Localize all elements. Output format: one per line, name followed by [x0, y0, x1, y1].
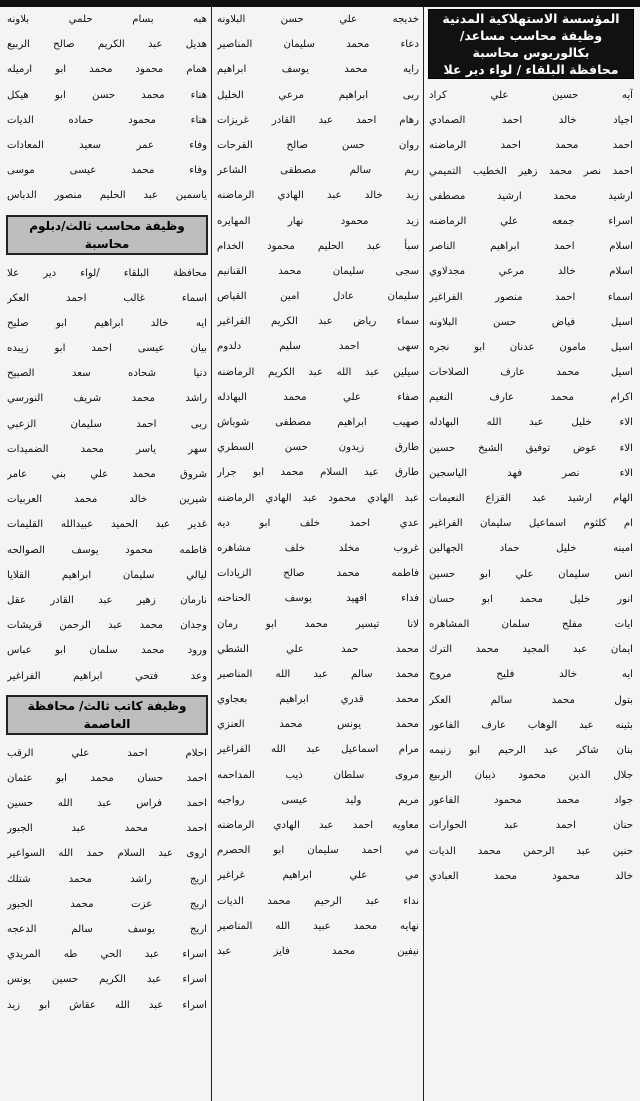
header-line: محاسبة [84, 236, 130, 251]
name-entry: سجى سليمان محمد القنانيم [217, 265, 419, 277]
name-entry: جلال الدين محمود ذيبان الربيع [429, 770, 633, 782]
name-entry: محمد يونس محمد العنزي [217, 719, 419, 731]
name-entry: ربى احمد سليمان الزعبي [7, 418, 207, 430]
name-entry: ريم سالم مصطفى الشاعر [217, 165, 419, 177]
name-entry: محمد حمد علي الشطي [217, 643, 419, 655]
name-entry: اسماء غالب احمد العكر [7, 292, 207, 304]
name-entry: ايه خالد فليح مروج [429, 669, 633, 681]
name-entry: ايمان عبد المجيد محمد الترك [429, 644, 633, 656]
name-entry: اسلام احمد ابراهيم الناصر [429, 241, 633, 253]
name-entry: رهام احمد عبد القادر غريزات [217, 114, 419, 126]
name-entry: وفاء عمر سعيد المعادات [7, 139, 207, 151]
name-entry: ورود محمد سلمان ابو عباس [7, 645, 207, 657]
name-entry: اجياد خالد احمد الصمادي [429, 115, 633, 127]
name-entry: نيفين محمد فايز عبد [217, 945, 419, 957]
name-entry: انس سليمان علي ابو حسين [429, 568, 633, 580]
name-entry: احمد محمد عبد الجبور [7, 823, 207, 835]
name-entry: همام محمود محمد ابو ارميله [7, 64, 207, 76]
name-entry: انور خليل محمد ابو حسان [429, 593, 633, 605]
header-line: العاصمة [83, 716, 131, 731]
name-entry: بتول محمد سالم العكر [429, 694, 633, 706]
name-entry: اسراء عبد الله عقاش ابو زيد [7, 999, 207, 1011]
name-entry: محافظة البلقاء /لواء دير علا [7, 267, 207, 279]
name-entry: آيه حسين علي كراد [429, 90, 633, 101]
name-entry: الاء نصر فهد الياسجين [429, 467, 633, 479]
name-entry: حنين عبد الرحمن محمد الديات [429, 845, 633, 857]
name-entry: وجدان محمد عبد الرحمن قريشات [7, 620, 207, 632]
name-entry: خالد محمود محمد العبادي [429, 870, 633, 882]
name-list [4, 7, 210, 209]
name-entry: ربى ابراهيم مرعي الخليل [217, 89, 419, 101]
name-entry: احمد حسان محمد ابو عثمان [7, 772, 207, 784]
name-entry: روان حسن صالح الفرحات [217, 139, 419, 151]
name-entry: فداء افهيد يوسف الحناحنه [217, 593, 419, 605]
header-line: بكالوريوس محاسبة [472, 45, 590, 60]
name-entry: راشد محمد شريف النورسي [7, 393, 207, 405]
name-entry: اريج يوسف سالم الدعجه [7, 924, 207, 935]
name-entry: طارق زيدون حسن السطري [217, 442, 419, 454]
section-header-third-clerk [6, 695, 208, 735]
name-entry: وفاء محمد عيسى موسى [7, 165, 207, 177]
name-entry: سهر ياسر محمد الضميدات [7, 443, 207, 455]
column-3 [4, 7, 210, 1101]
name-entry: اسراء جمعه علي الرماضنه [429, 215, 633, 227]
name-entry: فاطمه محمد صالح الزيادات [217, 568, 419, 580]
name-entry: جواد محمد محمود الفاعور [429, 795, 633, 807]
name-list [214, 7, 422, 964]
name-entry: هناء محمود حماده الديات [7, 114, 207, 126]
name-entry: شروق محمد علي بني عامر [7, 469, 207, 480]
name-entry: سماء رياض عبد الكريم الفراغير [217, 316, 419, 328]
name-entry: سليمان عادل امين القياص [217, 291, 419, 303]
name-entry: زيد خالد عبد الهادي الرماضنه [217, 190, 419, 202]
name-entry: سيلين عبد الله عبد الكريم الرماضنه [217, 366, 419, 378]
name-entry: عبد الهادي محمود عبد الهادي الرماضنه [217, 492, 419, 504]
name-entry: غروب مخلد خلف مشاهره [217, 542, 419, 554]
name-list [4, 261, 210, 689]
name-entry: ليالي سليمان ابراهيم القلايا [7, 569, 207, 581]
name-entry: اسيل محمد عارف الصلاحات [429, 367, 633, 379]
name-entry: حنان احمد عبد الحوارات [429, 820, 633, 832]
name-entry: صهيب ابراهيم مصطفى شوباش [217, 417, 419, 428]
name-entry: نهايه محمد عبيد الله المناصير [217, 920, 419, 932]
name-entry: طارق عبد السلام محمد ابو جرار [217, 467, 419, 479]
name-entry: دعاء محمد سليمان المناصير [217, 39, 419, 51]
name-entry: اسيل فياض حسن البلاونه [429, 316, 633, 328]
name-entry: احمد محمد احمد الرماضنه [429, 140, 633, 152]
name-entry: ياسمين عبد الحليم منصور الدباس [7, 190, 207, 202]
name-entry: نداء عبد الرحيم محمد الديات [217, 895, 419, 907]
name-entry: ارشيد محمد ارشيد مصطفى [429, 190, 633, 202]
section-header-assistant-accountant [428, 9, 634, 79]
name-entry: امينه خليل حماد الجهالين [429, 543, 633, 555]
name-entry: الاء خليل عبد الله البهادله [429, 417, 633, 429]
name-entry: بيان عيسى احمد ابو زيبده [7, 343, 207, 355]
name-entry: الاء عوض توفيق الشيخ حسين [429, 442, 633, 454]
section-header-third-accountant [6, 215, 208, 255]
name-entry: فاطمه محمود يوسف الصوالحه [7, 544, 207, 556]
name-entry: مي علي ابراهيم غراغير [217, 870, 419, 882]
name-entry: خديجه علي حسن البلاونه [217, 14, 419, 25]
column-2 [214, 7, 422, 1101]
top-border [0, 0, 640, 7]
name-entry: ايات مفلح سلمان المشاهره [429, 618, 633, 630]
name-entry: مي احمد سليمان ابو الحصرم [217, 845, 419, 857]
name-entry: ايه خالد ابراهيم ابو صليح [7, 317, 207, 329]
column-divider [211, 7, 212, 1101]
name-entry: اروى عبد السلام حمد الله السواعير [7, 848, 207, 860]
header-line: وظيفة كاتب ثالث/ محافظة [27, 698, 187, 713]
name-entry: لانا تيسير محمد ابو رمان [217, 618, 419, 630]
name-entry: هبه بسام حلمي بلاونه [7, 14, 207, 25]
name-entry: احمد فراس عبد الله حسين [7, 798, 207, 810]
name-entry: صفاء علي محمد البهادله [217, 391, 419, 403]
name-entry: اسراء عبد الكريم حسين يونس [7, 974, 207, 986]
header-line: المؤسسة الاستهلاكية المدنية [442, 11, 620, 26]
column-1 [426, 7, 636, 1101]
name-entry: هديل عبد الكريم صالح الربيع [7, 39, 207, 51]
name-entry: اريج راشد محمد شتلك [7, 873, 207, 885]
name-entry: اسيل مامون عدنان ابو نجره [429, 341, 633, 353]
header-line: وظيفة محاسب مساعد/ [459, 28, 603, 43]
name-entry: ام كلثوم اسماعيل سليمان الفراغير [429, 518, 633, 530]
name-entry: سهى احمد سليم دلدوم [217, 341, 419, 353]
name-entry: دنيا شحاده سعد الصبيح [7, 368, 207, 380]
name-entry: احمد نصر محمد زهير الخطيب التميمي [429, 165, 633, 177]
name-entry: شيرين خالد محمد العربيات [7, 494, 207, 506]
name-entry: مروى سلطان ذيب المداحمه [217, 769, 419, 781]
name-entry: عدي احمد خلف ابو ديه [217, 517, 419, 529]
name-entry: مرام اسماعيل عبد الله الفراغير [217, 744, 419, 756]
name-list [426, 83, 636, 889]
name-entry: رايه محمد يوسف ابراهيم [217, 64, 419, 76]
name-entry: معاويه احمد عبد الهادي الرماضنه [217, 820, 419, 831]
name-entry: اسراء عبد الحي طه المريدي [7, 949, 207, 961]
name-entry: بثينه عبد الوهاب عارف الفاعور [429, 719, 633, 731]
name-entry: غدير عبد الحميد عبيدالله القليمات [7, 519, 207, 531]
name-list [4, 741, 210, 1018]
name-entry: اريج عزت محمد الجبور [7, 898, 207, 910]
name-entry: زيد محمود نهار المهايره [217, 215, 419, 227]
name-entry: الهام ارشيد عبد القزاع النعيمات [429, 493, 633, 504]
name-entry: محمد سالم عبد الله المناصير [217, 668, 419, 680]
name-entry: مريم وليد عيسى رواجبه [217, 794, 419, 806]
name-entry: بنان شاكر عبد الرحيم ابو زنيمه [429, 744, 633, 756]
column-divider [423, 7, 424, 1101]
name-entry: احلام احمد علي الرقب [7, 747, 207, 759]
header-line: محافظة البلقاء / لواء دير علا [443, 62, 619, 77]
name-entry: سبأ عبد الحليم محمود الخدام [217, 240, 419, 252]
name-entry: وعد فتحي ابراهيم الفراغير [7, 670, 207, 682]
name-entry: هناء محمد حسن ابو هيكل [7, 89, 207, 101]
name-entry: اسماء احمد منصور الفراغير [429, 291, 633, 303]
name-entry: نارمان زهير عبد القادر عقل [7, 594, 207, 606]
name-entry: اكرام محمد عارف النعيم [429, 392, 633, 404]
name-entry: اسلام خالد مرعي مجدلاوي [429, 266, 633, 278]
name-entry: محمد قدري ابراهيم بعجاوي [217, 694, 419, 706]
header-line: وظيفة محاسب ثالث/دبلوم [29, 218, 185, 233]
